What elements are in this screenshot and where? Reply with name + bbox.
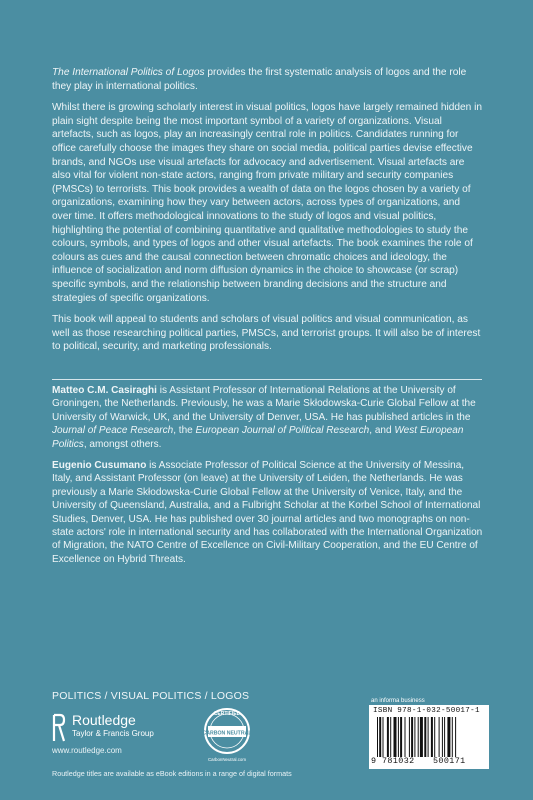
author-bio-2 bbox=[52, 459, 484, 566]
description-paragraph-1 bbox=[52, 66, 482, 93]
isbn-text: ISBN 978-1-032-50017-1 bbox=[373, 707, 480, 715]
bio-text: is Associate Professor of Political Science at the University of Messina, Italy, and Assistant Professor (on leave) at the University of Leiden, the Netherlands. He was previously a Marie Skłodowska-Curie Global Fellow at the University of Venice, Italy, and the University of Queensland, Australia, and a Fulbright Scholar at the Korbel School of International Studies, Denver, USA. He has published over 30 journal articles and two monographs on non-state actors' role in international security and has collaborated with the International Organization of Migration, the NATO Centre of Excellence on Civil-Military Cooperation, and the EU Centre of Excellence on Hybrid Threats. bbox=[52, 460, 483, 565]
publisher-url: www.routledge.com bbox=[52, 746, 122, 755]
journal-title: Journal of Peace Research bbox=[52, 425, 174, 437]
informa-tagline: an informa business bbox=[371, 698, 425, 704]
seal-middle-text: CARBON NEUTRAL bbox=[202, 730, 252, 737]
publisher-name: Routledge bbox=[72, 712, 136, 728]
bio-text: is Assistant Professor of International Relations at the University of Groningen, the Netherlands. Previously, he was a Marie Skłodowska-Curie Global Fellow at the University of Warwick, UK, and the University of Denver, USA. He has published articles in the bbox=[52, 385, 476, 423]
book-description bbox=[52, 66, 482, 362]
carbon-neutral-seal-icon bbox=[199, 705, 255, 765]
author-bio-1 bbox=[52, 384, 484, 451]
book-title-italic: The International Politics of Logos bbox=[52, 67, 205, 78]
author-bios bbox=[52, 384, 484, 574]
description-paragraph-2: Whilst there is growing scholarly interest in visual politics, logos have largely remained hidden in plain sight despite being the most important symbol of a variety of organizations. Visual artefacts, such as logos, play an increasingly central role in politics. Candidates running for office carefully choose the images they share on social media, political parties devise effective brands, and NGOs use visual artefacts for advocacy and advertisement. Visual artefacts are also vital for violent non-state actors, ranging from private military and security companies (PMSCs) to terrorists. This book provides a wealth of data on the logos chosen by a variety of organizations, examining how they vary between actors, across types of organizations, and over time. It offers methodological innovations to the study of logos and visual politics, highlighting the potential of combining quantitative and qualitative methodologies to study the colours, symbols, and types of logos and other visual artefacts. The book examines the role of colours as cues and the causal connection between chromatic choices and ideology, the influence of socialization and norm diffusion dynamics in the choice to showcase (or scrap) specific symbols, and the relationship between branding decisions and the structure and strategies of specific organizations. bbox=[52, 102, 482, 304]
seal-bottom-text: CarbonNeutral.com bbox=[207, 757, 247, 762]
bio-text: , and bbox=[369, 425, 395, 437]
publisher-group: Taylor & Francis Group bbox=[72, 729, 154, 738]
description-paragraph-3: This book will appeal to students and scholars of visual politics and visual communication, as well as those researching political parties, PMSCs, and terrorist groups. It will also be of interest to political, security, and marketing professionals. bbox=[52, 314, 481, 353]
bio-text: , the bbox=[173, 425, 196, 437]
barcode-digit-first: 9 bbox=[371, 756, 377, 766]
barcode-digits-right: 500171 bbox=[433, 756, 466, 766]
journal-title: European Journal of Political Research bbox=[195, 425, 370, 437]
ebook-note: Routledge titles are available as eBook editions in a range of digital formats bbox=[52, 769, 292, 778]
author-name-2: Eugenio Cusumano bbox=[52, 460, 147, 472]
seal-top-text: CERTIFIED bbox=[213, 711, 241, 717]
subject-categories: POLITICS / VISUAL POLITICS / LOGOS bbox=[52, 690, 250, 702]
section-divider bbox=[52, 379, 482, 380]
barcode-digits-left: 781032 bbox=[382, 756, 415, 766]
barcode-bars bbox=[377, 717, 483, 757]
journal-title: West European Politics bbox=[52, 425, 464, 450]
description-lead-text: provides the first systematic analysis of logos and the role they play in international politics. bbox=[52, 67, 467, 92]
bio-text: , amongst others. bbox=[83, 438, 162, 450]
isbn-barcode bbox=[369, 705, 489, 769]
author-name-1: Matteo C.M. Casiraghi bbox=[52, 385, 157, 396]
routledge-logo-icon bbox=[52, 713, 66, 743]
